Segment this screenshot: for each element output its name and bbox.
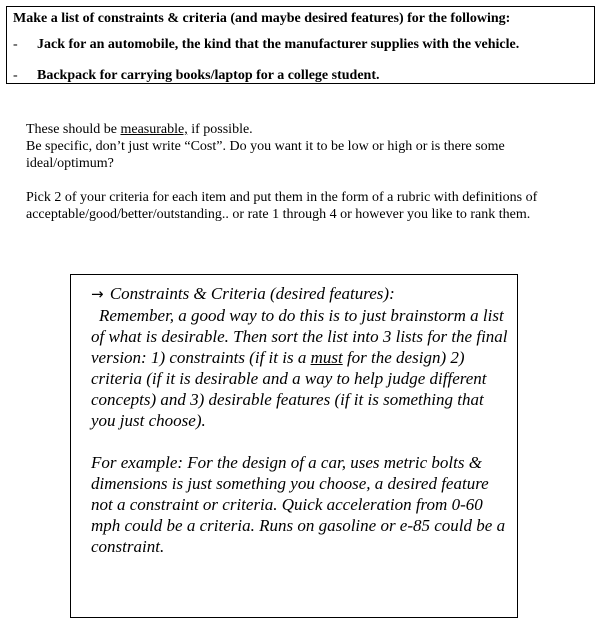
must-word: must xyxy=(310,348,343,367)
rubric-paragraph: Pick 2 of your criteria for each item and put them in the form of a rubric with definitions of acceptable/good/better/outstanding.. or rate 1 through 4 or however you like to rank them. xyxy=(26,190,538,222)
list-item xyxy=(13,66,588,86)
remember-paragraph: Remember, a good way to do this is to just brainstorm a list of what is desirable. Then sort the list into 3 lists for the final version: 1) constraints (if it is a must for the design) 2) criteria (if it is desirable and a way to help judge different concepts) and 3) desirable features (if it is something that you just choose). xyxy=(91,306,508,430)
item-text-jack: Jack for an automobile, the kind that the manufacturer supplies with the vehicle. xyxy=(37,37,520,52)
bullet-marker: - xyxy=(13,37,18,52)
measurable-line: These should be measurable, if possible. xyxy=(26,122,253,137)
item-text-backpack: Backpack for carrying books/laptop for a college student. xyxy=(37,68,380,83)
list-item xyxy=(13,35,588,55)
guidance-text xyxy=(26,121,596,223)
specific-line: Be specific, don’t just write “Cost”. Do you want it to be low or high or is there some ideal/optimum? xyxy=(26,139,505,171)
note-title: Constraints & Criteria (desired features): xyxy=(109,284,395,303)
right-arrow-icon: → xyxy=(91,285,104,303)
instructions-box xyxy=(6,6,595,84)
note-title-line xyxy=(91,283,509,305)
bullet-marker: - xyxy=(13,68,18,83)
example-paragraph: For example: For the design of a car, uses metric bolts & dimensions is just something you choose, a desired feature not a constraint or criteria. Quick acceleration from 0-60 mph could be a criteria. Runs on gasoline or e-85 could be a constraint. xyxy=(91,453,506,556)
instructions-heading: Make a list of constraints & criteria (and maybe desired features) for the following: xyxy=(13,11,511,26)
constraints-note-box xyxy=(70,274,518,618)
measurable-word: measurable, xyxy=(120,122,188,137)
